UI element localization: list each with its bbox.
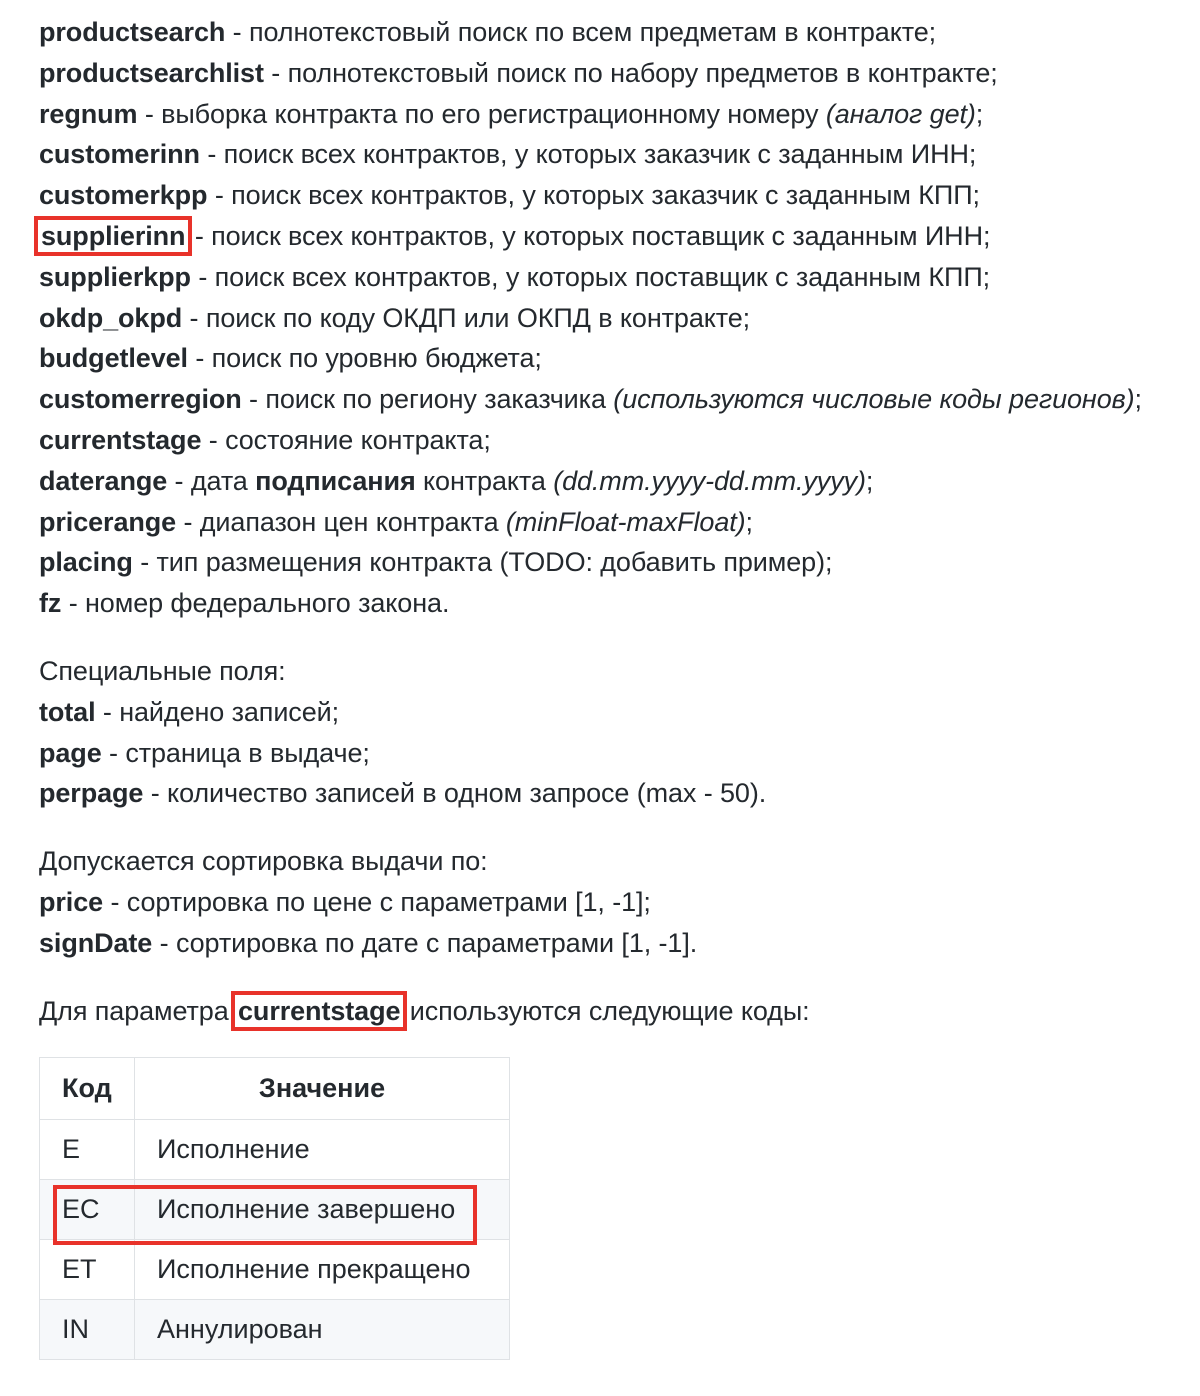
field-desc: страница в выдаче;: [125, 737, 370, 768]
param-line-customerinn: [39, 134, 1194, 175]
param-line-currentstage: [39, 420, 1194, 461]
param-line-productsearch: [39, 12, 1194, 53]
sort-name: price: [39, 886, 104, 917]
param-name: currentstage: [39, 424, 202, 455]
table-row: [40, 1240, 510, 1300]
codes-intro-param-highlighted: currentstage: [238, 995, 401, 1026]
param-desc: полнотекстовый поиск по всем предметам в контракте;: [248, 17, 937, 47]
special-line-perpage: [39, 773, 1194, 814]
codes-intro: [39, 991, 1194, 1032]
param-tail: ;: [1134, 384, 1142, 415]
param-note: (используются числовые коды регионов): [613, 384, 1135, 415]
table-row: [40, 1300, 510, 1360]
separator: -: [225, 17, 249, 47]
table-header-row: [40, 1058, 510, 1120]
paragraph-gap: [39, 964, 1194, 991]
param-name: customerregion: [39, 384, 242, 415]
param-desc: поиск по коду ОКДП или ОКПД в контракте;: [205, 302, 751, 333]
separator: -: [95, 696, 120, 727]
cell-value: Исполнение завершено: [135, 1180, 510, 1240]
separator: -: [207, 180, 232, 211]
param-desc-pre: дата: [190, 465, 256, 496]
param-name: okdp_okpd: [39, 302, 183, 333]
param-tail: ;: [745, 506, 753, 537]
paragraph-gap: [39, 624, 1194, 651]
table-row: [40, 1180, 510, 1240]
param-line-budgetlevel: [39, 338, 1194, 379]
sorting-heading: Допускается сортировка выдачи по:: [39, 846, 488, 877]
codes-intro-post: используются следующие коды:: [402, 995, 810, 1026]
separator: -: [187, 343, 212, 374]
param-note: (аналог get): [825, 98, 976, 129]
param-note: (minFloat-maxFloat): [505, 506, 746, 537]
param-desc: поиск всех контрактов, у которых заказчик с заданным ИНН;: [223, 139, 977, 170]
table-row: [40, 1120, 510, 1180]
param-name-highlighted: supplierinn: [41, 220, 186, 251]
paragraph-gap: [39, 814, 1194, 841]
cell-value: Исполнение: [135, 1120, 510, 1180]
field-name: perpage: [39, 778, 144, 809]
param-line-pricerange: [39, 502, 1194, 543]
cell-value: Исполнение прекращено: [135, 1240, 510, 1300]
sort-name: signDate: [39, 927, 153, 958]
sorting-line-price: [39, 882, 1194, 923]
param-desc: выборка контракта по его регистрационному номеру: [161, 98, 826, 129]
param-name: placing: [39, 547, 133, 578]
separator: -: [101, 737, 126, 768]
special-line-page: [39, 733, 1194, 774]
separator: -: [187, 220, 212, 251]
field-name: page: [39, 737, 102, 768]
param-name: supplierkpp: [39, 261, 191, 292]
param-line-regnum: [39, 94, 1194, 135]
param-desc: поиск всех контрактов, у которых поставщик с заданным ИНН;: [211, 220, 991, 251]
cell-code: IN: [40, 1300, 135, 1360]
param-desc: поиск всех контрактов, у которых заказчик с заданным КПП;: [231, 180, 980, 211]
param-line-fz: [39, 583, 1194, 624]
separator: -: [143, 778, 168, 809]
param-desc: поиск всех контрактов, у которых поставщик с заданным КПП;: [214, 261, 991, 292]
cell-code: E: [40, 1120, 135, 1180]
special-line-total: [39, 692, 1194, 733]
param-line-supplierkpp: [39, 257, 1194, 298]
separator: -: [103, 886, 127, 917]
param-desc: номер федерального закона.: [85, 588, 450, 619]
sorting-line-signdate: [39, 923, 1194, 964]
param-name: budgetlevel: [39, 343, 188, 374]
document-body: [39, 12, 1194, 1031]
param-line-daterange: [39, 461, 1194, 502]
separator: -: [201, 424, 226, 455]
separator: -: [167, 465, 191, 496]
param-desc: тип размещения контракта (TODO: добавить пример);: [156, 547, 833, 578]
param-desc: полнотекстовый поиск по набору предметов в контракте;: [287, 57, 998, 88]
separator: -: [190, 261, 215, 292]
separator: -: [137, 98, 162, 129]
separator: -: [182, 302, 206, 333]
separator: -: [199, 139, 224, 170]
field-desc: найдено записей;: [119, 696, 340, 727]
param-line-placing: [39, 542, 1194, 583]
param-desc: поиск по региону заказчика: [265, 384, 614, 415]
param-line-customerregion: [39, 379, 1194, 420]
param-note: (dd.mm.yyyy-dd.mm.yyyy): [553, 465, 866, 496]
param-tail: ;: [975, 98, 984, 129]
param-line-customerkpp: [39, 175, 1194, 216]
param-name: productsearch: [39, 17, 226, 47]
separator: -: [263, 57, 288, 88]
param-name: fz: [39, 588, 62, 619]
param-name: regnum: [39, 98, 138, 129]
separator: -: [132, 547, 157, 578]
codes-intro-pre: Для параметра: [39, 995, 237, 1026]
separator: -: [152, 927, 176, 958]
param-name: pricerange: [39, 506, 177, 537]
cell-code: EC: [40, 1180, 135, 1240]
param-line-okdp-okpd: [39, 298, 1194, 339]
param-line-supplierinn: [39, 216, 1194, 257]
column-header-value: Значение: [135, 1058, 510, 1120]
special-heading: Специальные поля:: [39, 655, 286, 686]
param-desc: состояние контракта;: [225, 424, 491, 455]
sort-desc: сортировка по цене с параметрами [1, -1];: [126, 886, 651, 917]
param-name: customerkpp: [39, 180, 208, 211]
param-name: customerinn: [39, 139, 200, 170]
cell-value: Аннулирован: [135, 1300, 510, 1360]
sort-desc: сортировка по дате с параметрами [1, -1].: [175, 927, 698, 958]
cell-code: ET: [40, 1240, 135, 1300]
param-tail: ;: [865, 465, 874, 496]
separator: -: [61, 588, 85, 619]
stage-codes-table: [39, 1057, 510, 1360]
param-name: productsearchlist: [39, 57, 264, 88]
param-desc: контракта: [415, 465, 554, 496]
column-header-code: Код: [40, 1058, 135, 1120]
param-desc: диапазон цен контракта: [199, 506, 506, 537]
separator: -: [241, 384, 266, 415]
param-desc: поиск по уровню бюджета;: [211, 343, 542, 374]
field-desc: количество записей в одном запросе (max - 50).: [167, 778, 767, 809]
separator: -: [176, 506, 200, 537]
field-name: total: [39, 696, 96, 727]
param-desc-emphasis: подписания: [255, 465, 416, 496]
param-line-productsearchlist: [39, 53, 1194, 94]
param-name: daterange: [39, 465, 168, 496]
